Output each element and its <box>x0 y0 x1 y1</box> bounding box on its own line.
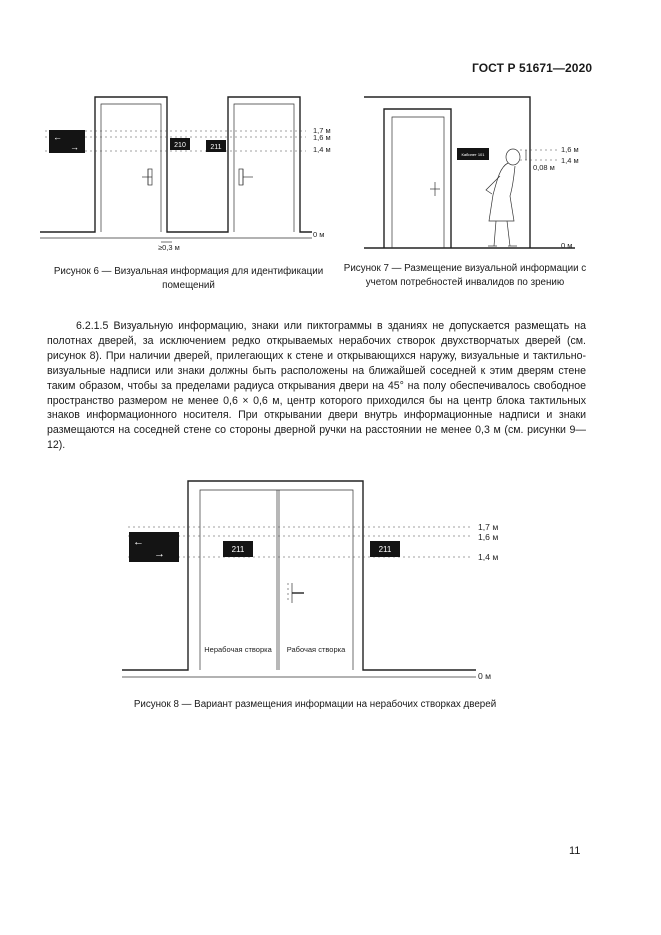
fig8-height-label-14: 1,4 м <box>478 552 499 562</box>
figure8-caption: Рисунок 8 — Вариант размещения информации на нерабочих створках дверей <box>133 699 497 710</box>
figure7-caption: Рисунок 7 — Размещение визуальной информации с учетом потребностей инвалидов по зрению <box>343 263 587 288</box>
fig6-room-sign-left-text: 210 <box>174 142 186 149</box>
door-handle-icon <box>288 583 304 603</box>
left-arrow-icon: ← <box>133 536 144 548</box>
fig8-door-frame-inner <box>200 490 353 670</box>
right-arrow-icon: → <box>70 142 79 152</box>
fig7-height-label-16: 1,6 м <box>561 145 579 154</box>
fig6-height-label-16: 1,6 м <box>313 133 331 142</box>
fig7-offset-label: 0,08 м <box>533 163 555 172</box>
fig6-door2-inner <box>234 104 294 232</box>
figure6-drawing <box>40 97 331 252</box>
page-number: 11 <box>569 845 581 857</box>
door-handle-icon <box>239 169 253 185</box>
door-handle-icon <box>430 182 440 196</box>
left-arrow-icon: ← <box>53 132 62 142</box>
paragraph-6-2-1-5: 6.2.1.5 Визуальную информацию, знаки или пиктограммы в зданиях не допускается размещать на полотнах дверей, за исключением редко открываемых нерабочих створок двухстворчатых дверей (см. рисунок 8). При наличии дверей, прилегающих к стене и открывающихся наружу, визуальные и тактильно-визуальные надписи или знаки должны быть расположены на ближайшей соседней к этим дверям стене таким образом, чтобы за пределами радиуса открывания двери на 45° на полу обеспечивалось свободное пространство размером не менее 0,6 × 0,6 м, центр которого приходился бы на центр блока тактильных знаков информационного носителя. При открывании двери внутрь информационные надписи и знаки размещаются на соседней стене со стороны дверной ручки на расстоянии не менее 0,3 м (см. рисунки 9—12). <box>47 320 586 452</box>
right-arrow-icon: → <box>154 548 165 560</box>
fig8-floor-label: 0 м <box>478 671 492 681</box>
fig8-height-label-17: 1,7 м <box>478 522 499 532</box>
fig8-wall-outline <box>122 481 476 670</box>
fig6-height-label-14: 1,4 м <box>313 145 331 154</box>
fig6-floor-label: 0 м <box>313 230 325 239</box>
figure8-drawing <box>122 481 498 681</box>
fig7-sign-text: Кабинет 101 <box>461 152 485 157</box>
person-icon <box>486 149 520 246</box>
standard-designation: ГОСТ Р 51671—2020 <box>472 61 593 75</box>
fig8-working-leaf-label: Рабочая створка <box>286 645 346 654</box>
fig6-height-label-17: 1,7 м <box>313 126 331 135</box>
fig7-door-inner <box>392 117 444 248</box>
figure7-drawing <box>364 97 579 250</box>
fig8-height-label-16: 1,6 м <box>478 532 499 542</box>
fig6-door1-inner <box>101 104 161 232</box>
fig6-room-sign-right-text: 211 <box>210 144 222 151</box>
fig8-door-sign-text: 211 <box>231 545 245 554</box>
fig7-height-label-14: 1,4 м <box>561 156 579 165</box>
fig7-floor-label: 0 м <box>561 241 573 250</box>
figure6-caption: Рисунок 6 — Визуальная информация для идентификации помещений <box>53 266 324 291</box>
fig6-gap-label: ≥0,3 м <box>158 243 180 252</box>
door-handle-icon <box>142 169 152 185</box>
fig7-door-frame <box>384 109 451 248</box>
fig8-nonworking-leaf-label: Нерабочая створка <box>204 645 272 654</box>
fig6-wall-outline <box>40 97 312 232</box>
fig7-wall-outline <box>364 97 530 248</box>
fig8-wall-sign-text: 211 <box>378 545 392 554</box>
